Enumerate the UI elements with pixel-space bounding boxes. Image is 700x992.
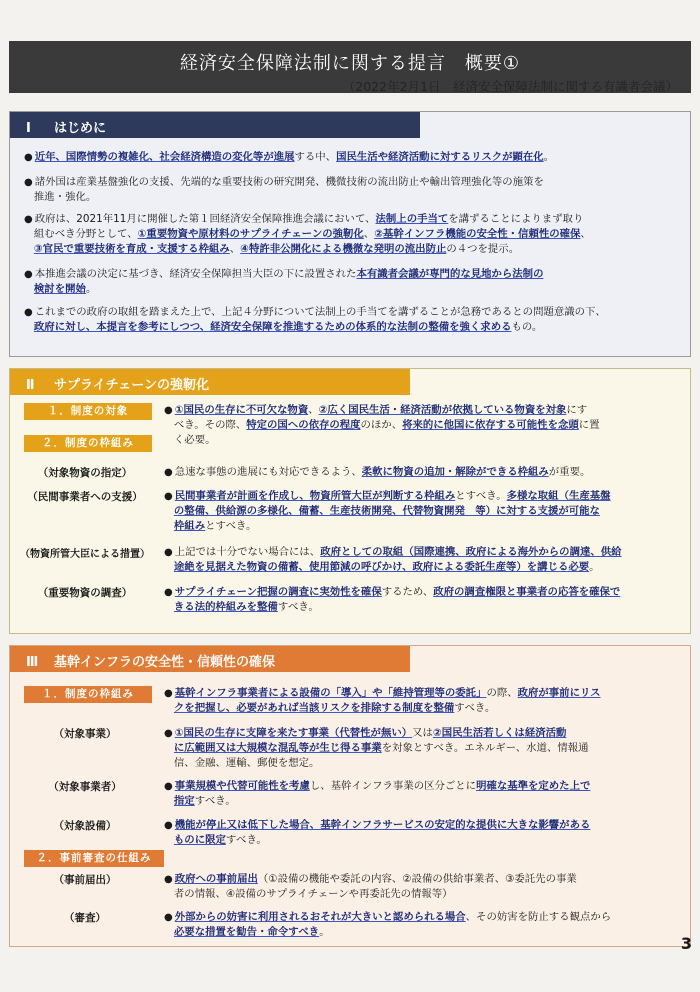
page-title: 経済安全保障法制に関する提言 概要① bbox=[179, 53, 521, 74]
plain-text: 、 bbox=[363, 228, 375, 240]
emphasis-text: 政府としての取組（国際連携、政府による海外からの調達、供給 bbox=[320, 546, 622, 558]
plain-text: にす bbox=[566, 404, 588, 416]
plain-text: 信、金融、運輸、郵便を想定。 bbox=[173, 757, 320, 769]
section-heading bbox=[10, 369, 410, 395]
plain-text: を講ずることによりまず取り bbox=[448, 213, 584, 225]
side-label-private-support: （民間事業者への支援） bbox=[27, 491, 143, 503]
plain-text: 。 bbox=[85, 283, 97, 295]
emphasis-text: 民間事業者が計画を作成し、物資所管大臣が判断する枠組み bbox=[174, 490, 456, 502]
designation-text: ● 急速な事態の進展にも対応できるよう、柔軟に物資の追加・解除ができる枠組みが重要。 bbox=[164, 466, 591, 478]
emphasis-text: ③官民で重要技術を育成・支援する枠組み bbox=[33, 243, 230, 255]
plain-text: 急速な事態の進展にも対応できるよう、 bbox=[174, 466, 362, 478]
intro-paragraph-1: ● 近年、国際情勢の複雑化、社会経済構造の変化等が進展する中、国民生活や経済活動に対するリスクが顕在化。 bbox=[24, 151, 555, 163]
emphasis-text: 将来的に他国に依存する可能性を念頭 bbox=[402, 419, 579, 431]
emphasis-text: 明確な基準を定めた上で bbox=[476, 780, 591, 792]
section-heading bbox=[10, 646, 410, 672]
plain-text: すべき。 bbox=[454, 702, 496, 714]
emphasis-text: ②基幹インフラ機能の安全性・信頼性の確保 bbox=[374, 228, 581, 240]
emphasis-text: 政府への事前届出 bbox=[174, 873, 258, 885]
plain-text: に置 bbox=[578, 419, 600, 431]
target-business-text: ● ①国民の生存に支障を来たす事業（代替性が無い）又は②国民生活若しくは経済活動 に広範囲又は大規模な混乱等が生じ得る事業を対象とすべき。エネルギー、水道、情報通 信、金融、運輸、郵便を想定。 bbox=[164, 727, 589, 769]
plain-text: 者の情報、④設備のサプライチェーンや再委託先の情報等） bbox=[173, 888, 453, 900]
emphasis-text: ②広く国民生活・経済活動が依拠している物資を対象 bbox=[318, 404, 567, 416]
plain-text: 上記では十分でない場合には、 bbox=[174, 546, 321, 558]
plain-text: 推進・強化。 bbox=[33, 191, 97, 203]
emphasis-text: 枠組み bbox=[173, 520, 206, 532]
side-label-target-business: （対象事業） bbox=[53, 728, 117, 740]
plain-text: 、 bbox=[580, 228, 591, 240]
emphasis-text: クを把握し、必要があれば当該リスクを排除する制度を整備 bbox=[173, 702, 455, 714]
section-title: 基幹インフラの安全性・信頼性の確保 bbox=[54, 655, 276, 670]
plain-text: し、基幹インフラ事業の区分ごとに bbox=[309, 780, 477, 792]
emphasis-text: 事業規模や代替可能性を考慮 bbox=[174, 780, 310, 792]
emphasis-text: 政府の調査権限と事業者の応答を確保で bbox=[433, 586, 621, 598]
side-label-prior-notice: （事前届出） bbox=[53, 874, 117, 886]
side-label-review: （審査） bbox=[64, 912, 106, 924]
emphasis-text: 本有識者会議が専門的な見地から法制の bbox=[356, 268, 544, 280]
plain-text: すべき。 bbox=[194, 795, 236, 807]
side-label-minister-measures: （物資所管大臣による措置） bbox=[20, 549, 150, 560]
emphasis-text: きる法的枠組みを整備 bbox=[173, 601, 278, 613]
emphasis-text: 多様な取組（生産基盤 bbox=[506, 490, 611, 502]
section-infrastructure bbox=[9, 645, 691, 947]
plain-text: すべき。 bbox=[225, 834, 267, 846]
tag-system-target: １．制度の対象 bbox=[24, 403, 152, 420]
plain-text: 、その妨害を防止する観点から bbox=[465, 911, 612, 923]
plain-text: 又は bbox=[412, 727, 433, 739]
side-label-survey: （重要物資の調査） bbox=[37, 587, 133, 599]
plain-text: が重要。 bbox=[548, 466, 591, 478]
plain-text: 、 bbox=[229, 243, 241, 255]
emphasis-text: 政府が事前にリス bbox=[517, 687, 601, 699]
side-label-target-operator: （対象事業者） bbox=[48, 781, 122, 793]
plain-text: 。 bbox=[319, 926, 330, 938]
plain-text: べき。その際、 bbox=[173, 419, 247, 431]
plain-text: の際、 bbox=[486, 687, 518, 699]
plain-text: （①設備の機能や委託の内容、②設備の供給事業者、③委託先の事業 bbox=[257, 873, 577, 885]
plain-text: 、 bbox=[308, 404, 319, 416]
section-number: Ⅱ bbox=[26, 378, 35, 393]
plain-text: とすべき。 bbox=[205, 520, 257, 532]
plain-text: もの。 bbox=[511, 321, 543, 333]
section-title: サプライチェーンの強靭化 bbox=[54, 378, 209, 393]
section-number: Ⅲ bbox=[26, 655, 39, 670]
emphasis-text: ②国民生活若しくは経済活動 bbox=[432, 727, 567, 739]
plain-text: 組むべき分野として、 bbox=[33, 228, 138, 240]
emphasis-text: 外部からの妨害に利用されるおそれが大きいと認められる場合 bbox=[174, 911, 466, 923]
plain-text: のほか、 bbox=[360, 419, 403, 431]
section-introduction bbox=[9, 111, 691, 357]
target-equipment-text: ● 機能が停止又は低下した場合、基幹インフラサービスの安定的な提供に大きな影響がある ものに限定すべき。 bbox=[164, 819, 591, 846]
side-label-designation: （対象物資の指定） bbox=[37, 467, 133, 479]
emphasis-text: 政府に対し、本提言を参考にしつつ、経済安全保障を推進するための体系的な法制の整備を強く求める bbox=[33, 321, 512, 333]
private-support-text: ● 民間事業者が計画を作成し、物資所管大臣が判断する枠組みとすべき。多様な取組（生産基盤 の整備、供給源の多様化、備蓄、生産技術開発、代替物資開発 等）に対する支援が可能な 枠組みとすべき。 bbox=[164, 490, 611, 532]
plain-text: 諸外国は産業基盤強化の支援、先端的な重要技術の研究開発、機微技術の流出防止や輸出管理強化等の施策を bbox=[34, 176, 544, 188]
emphasis-text: 検討を開始 bbox=[33, 283, 86, 295]
section-supply-chain bbox=[9, 368, 691, 634]
plain-text: 本推進会議の決定に基づき、経済安全保障担当大臣の下に設置された bbox=[34, 268, 357, 280]
plain-text: の４つを提示。 bbox=[446, 243, 520, 255]
emphasis-text: ①重要物資や原材料のサプライチェーンの強靭化 bbox=[137, 228, 364, 240]
emphasis-text: 指定 bbox=[173, 795, 195, 807]
emphasis-text: 法制上の手当て bbox=[375, 213, 449, 225]
emphasis-text: 機能が停止又は低下した場合、基幹インフラサービスの安定的な提供に大きな影響がある bbox=[174, 819, 591, 831]
tag-system-framework: ２．制度の枠組み bbox=[24, 435, 152, 452]
emphasis-text: 近年、国際情勢の複雑化、社会経済構造の変化等が進展 bbox=[34, 151, 295, 163]
emphasis-text: 基幹インフラ事業者による設備の「導入」や「維持管理等の委託」 bbox=[174, 687, 487, 699]
page-subtitle: （2022年2月1日 経済安全保障法制に関する有識者会議） bbox=[342, 79, 678, 94]
plain-text: すべき。 bbox=[277, 601, 319, 613]
emphasis-text: ものに限定 bbox=[173, 834, 226, 846]
tag-pre-screening: ２．事前審査の仕組み bbox=[24, 850, 164, 867]
emphasis-text: 柔軟に物資の追加・解除ができる枠組み bbox=[361, 466, 549, 478]
emphasis-text: の整備、供給源の多様化、備蓄、生産技術開発、代替物資開発 等）に対する支援が可能な bbox=[173, 505, 600, 517]
plain-text: これまでの政府の取組を踏まえた上で、上記４分野について法制上の手当てを講ずることが急務であるとの問題意識の下、 bbox=[34, 306, 606, 318]
plain-text: を対象とすべき。エネルギー、水道、情報通 bbox=[381, 742, 589, 754]
plain-text: 政府は、2021年11月に開催した第１回経済安全保障推進会議において、 bbox=[34, 213, 376, 225]
review-text: ● 外部からの妨害に利用されるおそれが大きいと認められる場合、その妨害を防止する観点から 必要な措置を勧告・命令すべき。 bbox=[164, 911, 612, 938]
plain-text: するため、 bbox=[381, 586, 434, 598]
prior-notice-text: ● 政府への事前届出（①設備の機能や委託の内容、②設備の供給事業者、③委託先の事業 者の情報、④設備のサプライチェーンや再委託先の情報等） bbox=[164, 873, 577, 900]
plain-text: く必要。 bbox=[173, 434, 216, 446]
emphasis-text: に広範囲又は大規模な混乱等が生じ得る事業 bbox=[173, 742, 382, 754]
emphasis-text: 国民生活や経済活動に対するリスクが顕在化 bbox=[336, 151, 544, 163]
survey-text: ● サプライチェーン把握の調査に実効性を確保するため、政府の調査権限と事業者の応答を確保で きる法的枠組みを整備すべき。 bbox=[164, 586, 621, 613]
plain-text: 。 bbox=[589, 561, 600, 573]
section-heading bbox=[10, 112, 420, 138]
plain-text: 。 bbox=[543, 151, 555, 163]
target-operator-text: ● 事業規模や代替可能性を考慮し、基幹インフラ事業の区分ごとに明確な基準を定めた上で 指定すべき。 bbox=[164, 780, 591, 807]
emphasis-text: ①国民の生存に支障を来たす事業（代替性が無い） bbox=[174, 727, 413, 739]
infra-framework-text: ● 基幹インフラ事業者による設備の「導入」や「維持管理等の委託」の際、政府が事前にリス クを把握し、必要があれば当該リスクを排除する制度を整備すべき。 bbox=[164, 687, 601, 714]
emphasis-text: 途絶を見据えた物資の備蓄、使用節減の呼びかけ、政府による委託生産等）を講じる必要 bbox=[173, 561, 590, 573]
emphasis-text: ①国民の生存に不可欠な物資 bbox=[174, 404, 309, 416]
intro-paragraph-2: ● 諸外国は産業基盤強化の支援、先端的な重要技術の研究開発、機微技術の流出防止や輸出管理強化等の施策を 推進・強化。 bbox=[24, 176, 544, 203]
intro-paragraph-3: ● 政府は、2021年11月に開催した第１回経済安全保障推進会議において、法制上の手当てを講ずることによりまず取り 組むべき分野として、①重要物資や原材料のサプライチェーンの強靭化、②基幹インフラ機能の安全性・信頼性の確保、 ③官民で重要技術を育成・支援する枠組み、④特許非公開化による機微な発明の流出防止の４つを提示。 bbox=[24, 213, 591, 255]
intro-paragraph-5: ● これまでの政府の取組を踏まえた上で、上記４分野について法制上の手当てを講ずることが急務であるとの問題意識の下、 政府に対し、本提言を参考にしつつ、経済安全保障を推進するための体系的な法制の整備を強く求めるもの。 bbox=[24, 306, 606, 333]
intro-paragraph-4: ● 本推進会議の決定に基づき、経済安全保障担当大臣の下に設置された本有識者会議が専門的な見地から法制の 検討を開始。 bbox=[24, 268, 544, 295]
plain-text: とすべき。 bbox=[455, 490, 507, 502]
section-title: はじめに bbox=[54, 121, 107, 136]
emphasis-text: 必要な措置を勧告・命令すべき bbox=[173, 926, 320, 938]
tag-system-framework: １．制度の枠組み bbox=[24, 686, 152, 703]
side-label-target-equipment: （対象設備） bbox=[53, 820, 117, 832]
emphasis-text: 特定の国への依存の程度 bbox=[246, 419, 361, 431]
page-number: 3 bbox=[680, 934, 692, 953]
emphasis-text: ④特許非公開化による機微な発明の流出防止 bbox=[240, 243, 447, 255]
supply-target-text: ● ①国民の生存に不可欠な物資、②広く国民生活・経済活動が依拠している物資を対象にす べき。その際、特定の国への依存の程度のほか、将来的に他国に依存する可能性を念頭に置 く必要。 bbox=[164, 404, 600, 446]
plain-text: する中、 bbox=[294, 151, 337, 163]
minister-measures-text: ● 上記では十分でない場合には、政府としての取組（国際連携、政府による海外からの調達、供給 途絶を見据えた物資の備蓄、使用節減の呼びかけ、政府による委託生産等）を講じる必要。 bbox=[164, 546, 622, 573]
section-number: Ⅰ bbox=[26, 121, 31, 136]
emphasis-text: サプライチェーン把握の調査に実効性を確保 bbox=[174, 586, 382, 598]
